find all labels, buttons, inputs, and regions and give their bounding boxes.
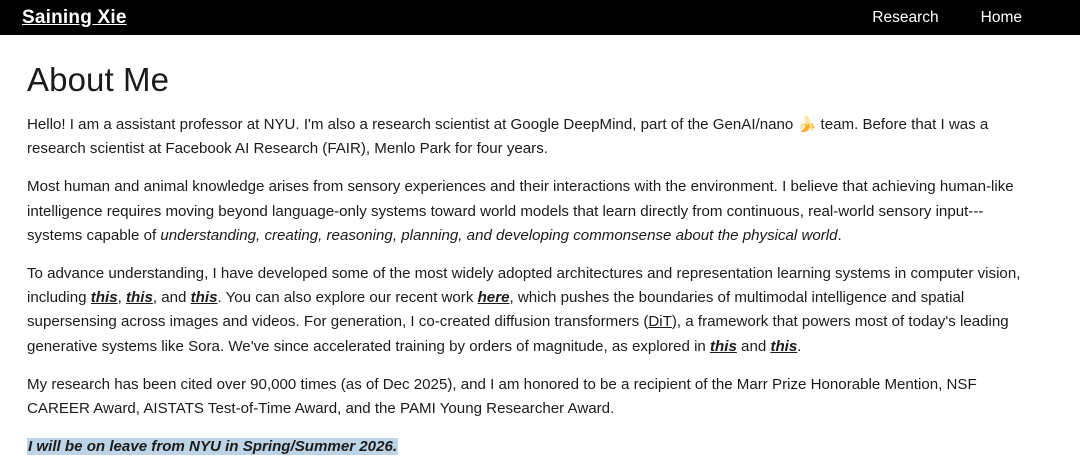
- link-this-4[interactable]: this: [710, 337, 737, 355]
- link-this-5[interactable]: this: [770, 337, 798, 355]
- paragraph3-text-part3: , which pushes the boundaries of multimodal intelligence and spatial supersensing across images and videos. For generation, I co-created diffusion transformers (: [27, 289, 965, 331]
- paragraph1-text-part1: Hello! I am a assistant professor at NYU. I'm also a research scientist at Google DeepMind, part of the GenAI/nano: [27, 116, 798, 133]
- top-navbar: [0, 0, 1080, 35]
- link-here[interactable]: here: [477, 289, 510, 307]
- link-this-2[interactable]: this: [126, 289, 153, 307]
- page-title: About Me: [27, 61, 170, 98]
- link-this-1[interactable]: this: [90, 289, 118, 307]
- paragraph3-sep-1: ,: [117, 289, 127, 307]
- paragraph3-text-part4: ), a framework that powers most of today's leading generative systems like Sora. We've since accelerated training by orders of magnitude, as explored in: [27, 313, 1009, 355]
- leave-notice-row: [27, 435, 1022, 459]
- banana-emoji: 🍌: [797, 116, 817, 133]
- main-content: [0, 35, 1080, 459]
- nav-link-home[interactable]: Home: [980, 8, 1022, 26]
- paragraph2-emphasis: understanding, creating, reasoning, planning, and developing commonsense about the physical world: [160, 226, 838, 244]
- paragraph2-text-part2: .: [837, 226, 842, 244]
- about-paragraph-3: [27, 262, 1022, 359]
- leave-notice: I will be on leave from NYU in Spring/Summer 2026.: [28, 438, 398, 456]
- paragraph3-text-part6: .: [797, 337, 802, 355]
- paragraph2-text-part1: Most human and animal knowledge arises from sensory experiences and their interactions with the environment. I believe that achieving human-like intelligence requires moving beyond language-only systems toward world models that learn directly from continuous, real-world sensory input---systems capable of: [27, 178, 1014, 244]
- about-paragraph-2: [27, 175, 1022, 248]
- paragraph1-text-part2: team. Before that I was a research scientist at Facebook AI Research (FAIR), Menlo Park for four years.: [27, 116, 989, 158]
- about-paragraph-4: My research has been cited over 90,000 times (as of Dec 2025), and I am honored to be a recipient of the Marr Prize Honorable Mention, NSF CAREER Award, AISTATS Test-of-Time Award, and the PAMI Young Researcher Award.: [27, 375, 977, 418]
- nav-links: [872, 9, 1056, 27]
- nav-link-research[interactable]: Research: [872, 8, 939, 26]
- paragraph3-sep-2: , and: [152, 289, 191, 307]
- paragraph3-text-part2: . You can also explore our recent work: [217, 289, 478, 307]
- site-brand-link[interactable]: Saining Xie: [22, 6, 127, 28]
- about-paragraph-1: [27, 113, 1022, 161]
- paragraph3-text-part1: To advance understanding, I have developed some of the most widely adopted architectures and representation learning systems in computer vision, including: [27, 265, 1021, 307]
- link-dit[interactable]: DiT: [648, 313, 672, 331]
- paragraph3-text-part5: and: [736, 337, 771, 355]
- link-this-3[interactable]: this: [190, 289, 218, 307]
